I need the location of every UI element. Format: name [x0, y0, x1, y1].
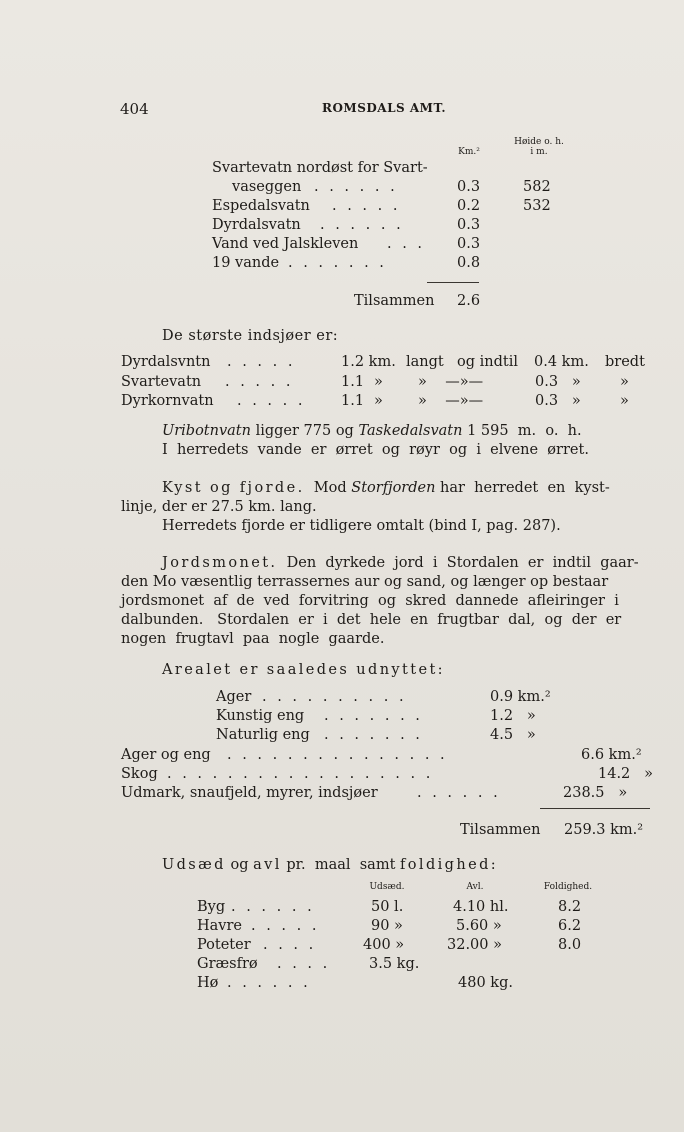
crop-name: Græsfrø — [197, 956, 258, 972]
spaced-word: Udsæd — [162, 857, 226, 873]
largest-lake-row — [121, 392, 651, 411]
crop-name: Hø — [197, 975, 219, 991]
lake-area: 0.2 — [457, 198, 481, 214]
fold-value: 6.2 — [558, 918, 582, 934]
leader-dots: . . . . . . — [227, 975, 311, 991]
land-use-label: Naturlig eng — [216, 727, 310, 743]
largest-lakes-intro: De største indsjøer er: — [162, 328, 339, 344]
land-use-row — [121, 765, 661, 784]
paragraph-fish: I herredets vande er ørret og røyr og i elvene ørret. — [162, 442, 589, 458]
land-use-label: Skog — [121, 766, 158, 782]
paragraph-soil-line4: dalbunden. Stordalen er i det hele en frugtbar dal, og der er — [121, 612, 622, 628]
lakes-total-row — [354, 292, 494, 311]
crop-row — [197, 898, 617, 917]
fold-value: 8.0 — [558, 937, 582, 953]
land-use-row — [121, 746, 661, 765]
land-use-label: Ager og eng — [121, 747, 211, 763]
land-use-value: 238.5 » — [563, 785, 628, 801]
land-use-subrow — [216, 726, 576, 745]
paragraph-coast-line2: linje, der er 27.5 km. lang. — [121, 499, 317, 515]
land-use-row — [121, 784, 661, 803]
text: Den dyrkede jord i Stordalen er indtil gaar- — [277, 555, 639, 571]
land-use-value: 1.2 » — [490, 708, 536, 724]
crop-name: Poteter — [197, 937, 251, 953]
land-use-value: 0.9 km.² — [490, 689, 551, 705]
crop-name: Byg — [197, 899, 226, 915]
lake-name: Dyrkornvatn — [121, 393, 214, 409]
leader-dots: . . . . . — [237, 393, 306, 409]
lake-area: 0.3 — [457, 217, 481, 233]
lake-height: 532 — [523, 198, 551, 214]
crop-name: Havre — [197, 918, 242, 934]
section-heading-spaced: Kyst og fjorde. — [162, 480, 305, 496]
lake-row — [212, 235, 592, 254]
lake-width: 0.4 km. — [534, 354, 589, 370]
text: pr. maal samt — [281, 857, 401, 873]
leader-dots: . . . . . — [332, 198, 401, 214]
leader-dots: . . . . . . — [231, 899, 315, 915]
lake-row — [212, 254, 592, 273]
paragraph-coast-line3: Herredets fjorde er tidligere omtalt (bind I, pag. 287). — [162, 518, 561, 534]
leader-dots: . . . . . — [251, 918, 320, 934]
lake-area: 0.8 — [457, 255, 481, 271]
leader-dots: . . . . . . . . . . — [262, 689, 407, 705]
land-use-label: Udmark, snaufjeld, myrer, indsjøer — [121, 785, 378, 801]
leader-dots: . . . . . . . — [288, 255, 387, 271]
ditto-mark: » — [374, 393, 383, 409]
fold-column-header: Foldighed. — [543, 882, 593, 892]
leader-dots: . . . . — [263, 937, 317, 953]
lake-row — [232, 178, 592, 197]
height-header-line1: Høide o. h. — [514, 137, 564, 147]
ditto-connector: » —»— — [418, 374, 484, 390]
leader-dots: . . . — [387, 236, 426, 252]
text: og — [225, 857, 254, 873]
sum-rule — [427, 282, 479, 283]
page-number: 404 — [120, 100, 149, 118]
ditto-mark: » — [620, 374, 629, 390]
lake-name: 19 vande — [212, 255, 280, 271]
text: har herredet en kyst- — [435, 480, 610, 496]
land-use-label: Kunstig eng — [216, 708, 305, 724]
ditto-connector: » —»— — [418, 393, 484, 409]
leader-dots: . . . . . . . . . . . . . . . — [227, 747, 448, 763]
leader-dots: . . . . . . . — [324, 708, 423, 724]
lake-row — [212, 197, 592, 216]
paragraph-lake-heights — [162, 422, 582, 441]
ditto-mark: » — [620, 393, 629, 409]
leader-dots: . . . . . . . . . . . . . . . . . . — [167, 766, 434, 782]
seed-amount: 400 » — [363, 937, 405, 953]
land-use-label: Ager — [216, 689, 252, 705]
lake-name: Dyrdalsvatn — [212, 217, 301, 233]
paragraph-soil-line1 — [162, 554, 639, 573]
text: Mod — [304, 480, 352, 496]
largest-lake-row — [121, 373, 651, 392]
spaced-word: foldighed: — [400, 857, 499, 873]
lake-name-continued: Svartevatn nordøst for Svart- — [212, 160, 428, 176]
land-use-heading: Arealet er saaledes udnyttet: — [162, 662, 445, 678]
yield-amount: 4.10 hl. — [453, 899, 509, 915]
lake-length-word: langt — [406, 354, 444, 370]
text: 1 595 m. o. h. — [462, 423, 582, 439]
fold-value: 8.2 — [558, 899, 582, 915]
yield-amount: 480 kg. — [458, 975, 513, 991]
paragraph-soil-line3: jordsmonet af de ved forvitring og skred dannede afleiringer i — [121, 593, 619, 609]
seed-amount: 50 l. — [371, 899, 404, 915]
lake-length: 1.2 km. — [341, 354, 396, 370]
lake-width-word: bredt — [605, 354, 645, 370]
ditto-mark: » — [374, 374, 383, 390]
seed-amount: 3.5 kg. — [369, 956, 420, 972]
seed-column-header: Udsæd. — [369, 882, 405, 892]
paragraph-coast-line1 — [162, 479, 610, 498]
leader-dots: . . . . . . . — [324, 727, 423, 743]
lake-name-italic: Uribotnvatn — [162, 423, 251, 439]
land-use-subrow — [216, 688, 576, 707]
km2-column-header: Km.² — [458, 147, 480, 157]
yield-amount: 32.00 » — [447, 937, 502, 953]
crop-row — [197, 917, 617, 936]
largest-lake-row — [121, 353, 651, 372]
total-label: Tilsammen — [460, 822, 541, 838]
land-use-value: 4.5 » — [490, 727, 536, 743]
lake-name-italic: Taskedalsvatn — [358, 423, 463, 439]
lake-area: 0.3 — [457, 236, 481, 252]
total-label: Tilsammen — [354, 293, 435, 309]
paragraph-soil-line2: den Mo væsentlig terrassernes aur og sand, og længer op bestaar — [121, 574, 609, 590]
lake-name: Dyrdalsvntn — [121, 354, 211, 370]
leader-dots: . . . . . . — [417, 785, 501, 801]
crop-row — [197, 936, 617, 955]
land-use-value: 14.2 » — [598, 766, 653, 782]
leader-dots: . . . . . . — [320, 217, 404, 233]
land-use-value: 6.6 km.² — [581, 747, 642, 763]
leader-dots: . . . . . — [227, 354, 296, 370]
lake-height: 582 — [523, 179, 551, 195]
crop-row — [197, 974, 617, 993]
lake-name: Svartevatn — [121, 374, 202, 390]
land-use-total-row — [460, 821, 660, 840]
leader-dots: . . . . . . — [314, 179, 398, 195]
seed-yield-heading — [162, 856, 498, 875]
yield-column-header: Avl. — [466, 882, 484, 892]
total-value: 259.3 km.² — [564, 822, 644, 838]
leader-dots: . . . . . — [225, 374, 294, 390]
leader-dots: . . . . — [277, 956, 331, 972]
lake-width: 0.3 » — [535, 393, 581, 409]
yield-amount: 5.60 » — [456, 918, 502, 934]
lake-width: 0.3 » — [535, 374, 581, 390]
lake-name: Espedalsvatn — [212, 198, 310, 214]
total-value: 2.6 — [457, 293, 481, 309]
section-heading-spaced: Jordsmonet. — [162, 555, 278, 571]
running-title: ROMSDALS AMT. — [322, 101, 447, 115]
lake-row — [212, 216, 592, 235]
paragraph-soil-line5: nogen frugtavl paa nogle gaarde. — [121, 631, 385, 647]
height-header-line2: i m. — [530, 147, 548, 157]
lake-length: 1.1 — [341, 393, 365, 409]
lake-name: Vand ved Jalskleven — [212, 236, 359, 252]
land-use-subrow — [216, 707, 576, 726]
seed-amount: 90 » — [371, 918, 403, 934]
spaced-word: avl — [253, 857, 282, 873]
sum-rule — [540, 808, 650, 809]
fjord-name-italic: Storfjorden — [351, 480, 436, 496]
lake-row-first-line — [212, 159, 428, 178]
crop-row — [197, 955, 617, 974]
height-column-header — [496, 137, 582, 157]
lake-name: vaseggen — [232, 179, 302, 195]
lake-length: 1.1 — [341, 374, 365, 390]
text: ligger 775 og — [250, 423, 359, 439]
lake-area: 0.3 — [457, 179, 481, 195]
lake-connector: og indtil — [457, 354, 518, 370]
